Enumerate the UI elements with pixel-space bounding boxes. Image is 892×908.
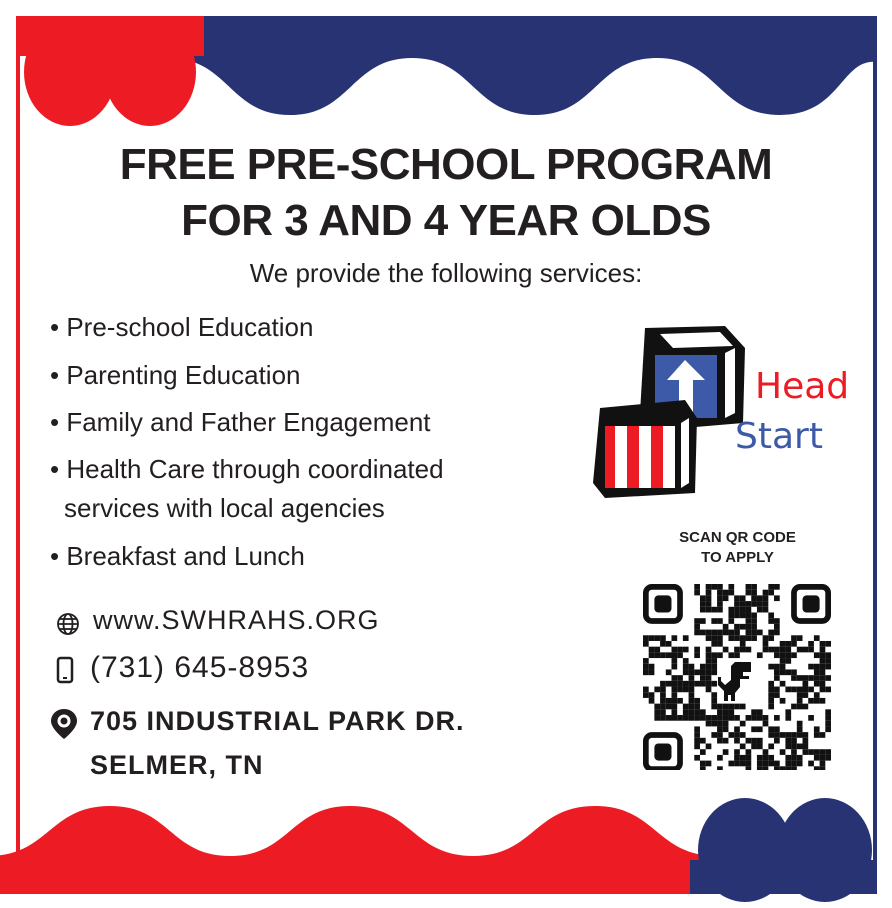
- qr-code[interactable]: [643, 584, 831, 770]
- qr-finder-pattern: [646, 735, 680, 769]
- block-bottom: [593, 400, 697, 498]
- logo-word-start: Start: [735, 416, 823, 457]
- headline-line-1: FREE PRE-SCHOOL PROGRAM: [119, 140, 773, 189]
- address-line-2: SELMER, TN: [90, 750, 264, 780]
- top-left-blob: [16, 16, 204, 126]
- top-wave: [168, 16, 877, 115]
- service-item-continued: services with local agencies: [64, 493, 385, 523]
- service-item: • Health Care through coordinated: [50, 454, 444, 484]
- dinosaur-icon: [718, 662, 751, 701]
- location-pin-icon: [50, 708, 78, 740]
- website-link[interactable]: www.SWHRAHS.ORG: [93, 605, 380, 635]
- qr-caption-line-2: TO APPLY: [701, 549, 774, 566]
- logo-word-head: Head: [755, 366, 850, 407]
- qr-caption-line-1: SCAN QR CODE: [679, 529, 796, 546]
- qr-finder-pattern: [794, 587, 828, 621]
- service-item: • Breakfast and Lunch: [50, 541, 305, 571]
- phone-number: (731) 645-8953: [90, 651, 310, 684]
- service-item: • Family and Father Engagement: [50, 407, 431, 437]
- service-item: • Parenting Education: [50, 360, 301, 390]
- head-start-logo: [585, 318, 855, 498]
- headline-line-2: FOR 3 AND 4 YEAR OLDS: [181, 196, 711, 245]
- subtitle: We provide the following services:: [249, 258, 643, 288]
- bottom-right-blob: [690, 798, 877, 902]
- bottom-wave: [0, 806, 717, 894]
- globe-icon: [56, 612, 80, 636]
- phone-icon: [56, 656, 74, 684]
- address-line-1: 705 INDUSTRIAL PARK DR.: [90, 706, 465, 736]
- service-item: • Pre-school Education: [50, 312, 314, 342]
- qr-finder-pattern: [646, 587, 680, 621]
